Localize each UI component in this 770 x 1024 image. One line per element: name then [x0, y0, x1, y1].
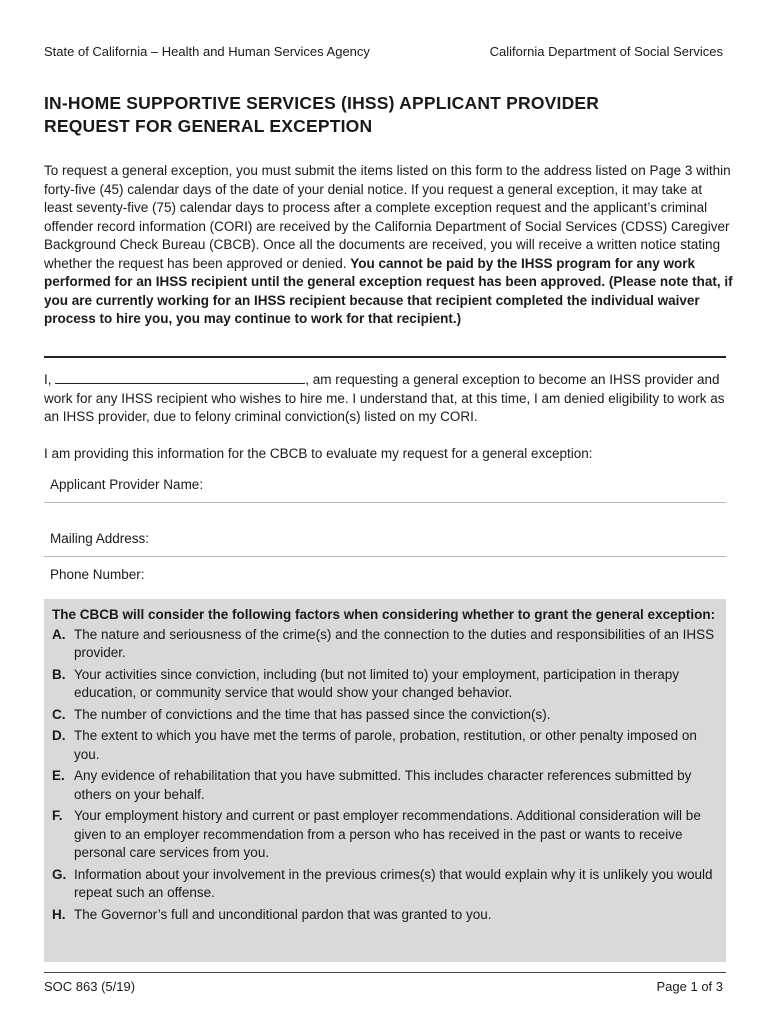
factors-list [52, 626, 716, 925]
factor-letter: C. [52, 706, 66, 722]
factor-text: The extent to which you have met the terms of parole, probation, restitution, or other penalty imposed on you. [74, 728, 697, 762]
statement-prefix: I, [44, 372, 56, 387]
mailing-address-input[interactable] [224, 526, 720, 550]
department-header: California Department of Social Services [489, 44, 723, 59]
factor-item [52, 727, 716, 764]
factor-letter: E. [52, 768, 65, 783]
factor-text: The number of convictions and the time that has passed since the conviction(s). [74, 706, 551, 722]
factor-letter: B. [52, 666, 66, 682]
applicant-name-blank[interactable] [55, 370, 305, 384]
form-title-line1: IN-HOME SUPPORTIVE SERVICES (IHSS) APPLICANT PROVIDER [44, 93, 600, 113]
factor-letter: H. [52, 906, 66, 922]
intro-paragraph [44, 162, 734, 329]
factor-text: Information about your involvement in the previous crimes(s) that would explain why it is unlikely you would repeat such an offense. [74, 866, 713, 900]
factor-item [52, 767, 716, 804]
factor-letter: G. [52, 866, 67, 882]
factor-text: The Governor’s full and unconditional pardon that was granted to you. [74, 906, 492, 922]
agency-header: State of California – Health and Human Services Agency [44, 44, 370, 59]
factor-text: The nature and seriousness of the crime(s) and the connection to the duties and responsibilities of an IHSS provider. [74, 626, 715, 660]
factor-text: Your employment history and current or past employer recommendations. Additional consideration will be given to an employer recommendation from a person who has received in the past or wants to receive personal care services from you. [74, 808, 701, 860]
factor-item [52, 626, 716, 663]
statement-text: , am requesting a general exception to become an IHSS provider and work for any IHSS recipient who wishes to hire me. I understand that, at this time, I am denied eligibility to work as an IHSS provider, due to felony criminal conviction(s) listed on my CORI. [44, 372, 725, 424]
mailing-address-label: Mailing Address: [50, 531, 150, 546]
intro-bold-notice: You cannot be paid by the IHSS program for any work performed for an IHSS recipient until the general exception request has been approved. (Please note that, if you are currently working for an IHSS recipient because that recipient completed the individual waiver process to hire you, you may continue to work for that recipient.) [44, 255, 733, 326]
phone-number-field [44, 552, 726, 592]
section-divider [44, 356, 726, 358]
form-title [44, 92, 734, 138]
factor-item [52, 666, 716, 703]
applicant-name-label: Applicant Provider Name: [50, 477, 204, 492]
form-id: SOC 863 (5/19) [44, 979, 136, 994]
factor-text: Any evidence of rehabilitation that you have submitted. This includes character references submitted by others on your behalf. [74, 768, 692, 802]
providing-info-text: I am providing this information for the CBCB to evaluate my request for a general exception: [44, 446, 593, 461]
factor-letter: D. [52, 728, 66, 743]
factor-letter: A. [52, 626, 66, 642]
factor-text: Your activities since conviction, including (but not limited to) your employment, participation in therapy education, or community service that would show your changed behavior. [74, 666, 680, 700]
factor-item [52, 807, 716, 863]
applicant-name-field [44, 462, 726, 503]
applicant-name-input[interactable] [224, 472, 720, 496]
intro-text: To request a general exception, you must submit the items listed on this form to the address listed on Page 3 within forty-five (45) calendar days of the date of your denial notice. If you request a general exception, it may take at least seventy-five (75) calendar days to process after a complete exception request and the applicant’s criminal offender record information (CORI) are received by the California Department of Social Services (CDSS) Caregiver Background Check Bureau (CBCB). Once all the documents are received, you will receive a written notice stating whether the request has been approved or denied. [44, 163, 731, 271]
applicant-statement [44, 370, 734, 427]
mailing-address-field [44, 516, 726, 557]
form-title-line2: REQUEST FOR GENERAL EXCEPTION [44, 116, 373, 136]
factor-letter: F. [52, 808, 63, 823]
factor-item [52, 906, 716, 925]
factors-heading: The CBCB will consider the following factors when considering whether to grant the general exception: [52, 607, 716, 622]
phone-number-input[interactable] [224, 562, 720, 586]
factor-item [52, 866, 716, 903]
page-number: Page 1 of 3 [656, 979, 723, 994]
factor-item [52, 706, 716, 725]
factors-box [44, 599, 726, 962]
footer-divider [44, 972, 726, 973]
phone-number-label: Phone Number: [50, 567, 145, 582]
